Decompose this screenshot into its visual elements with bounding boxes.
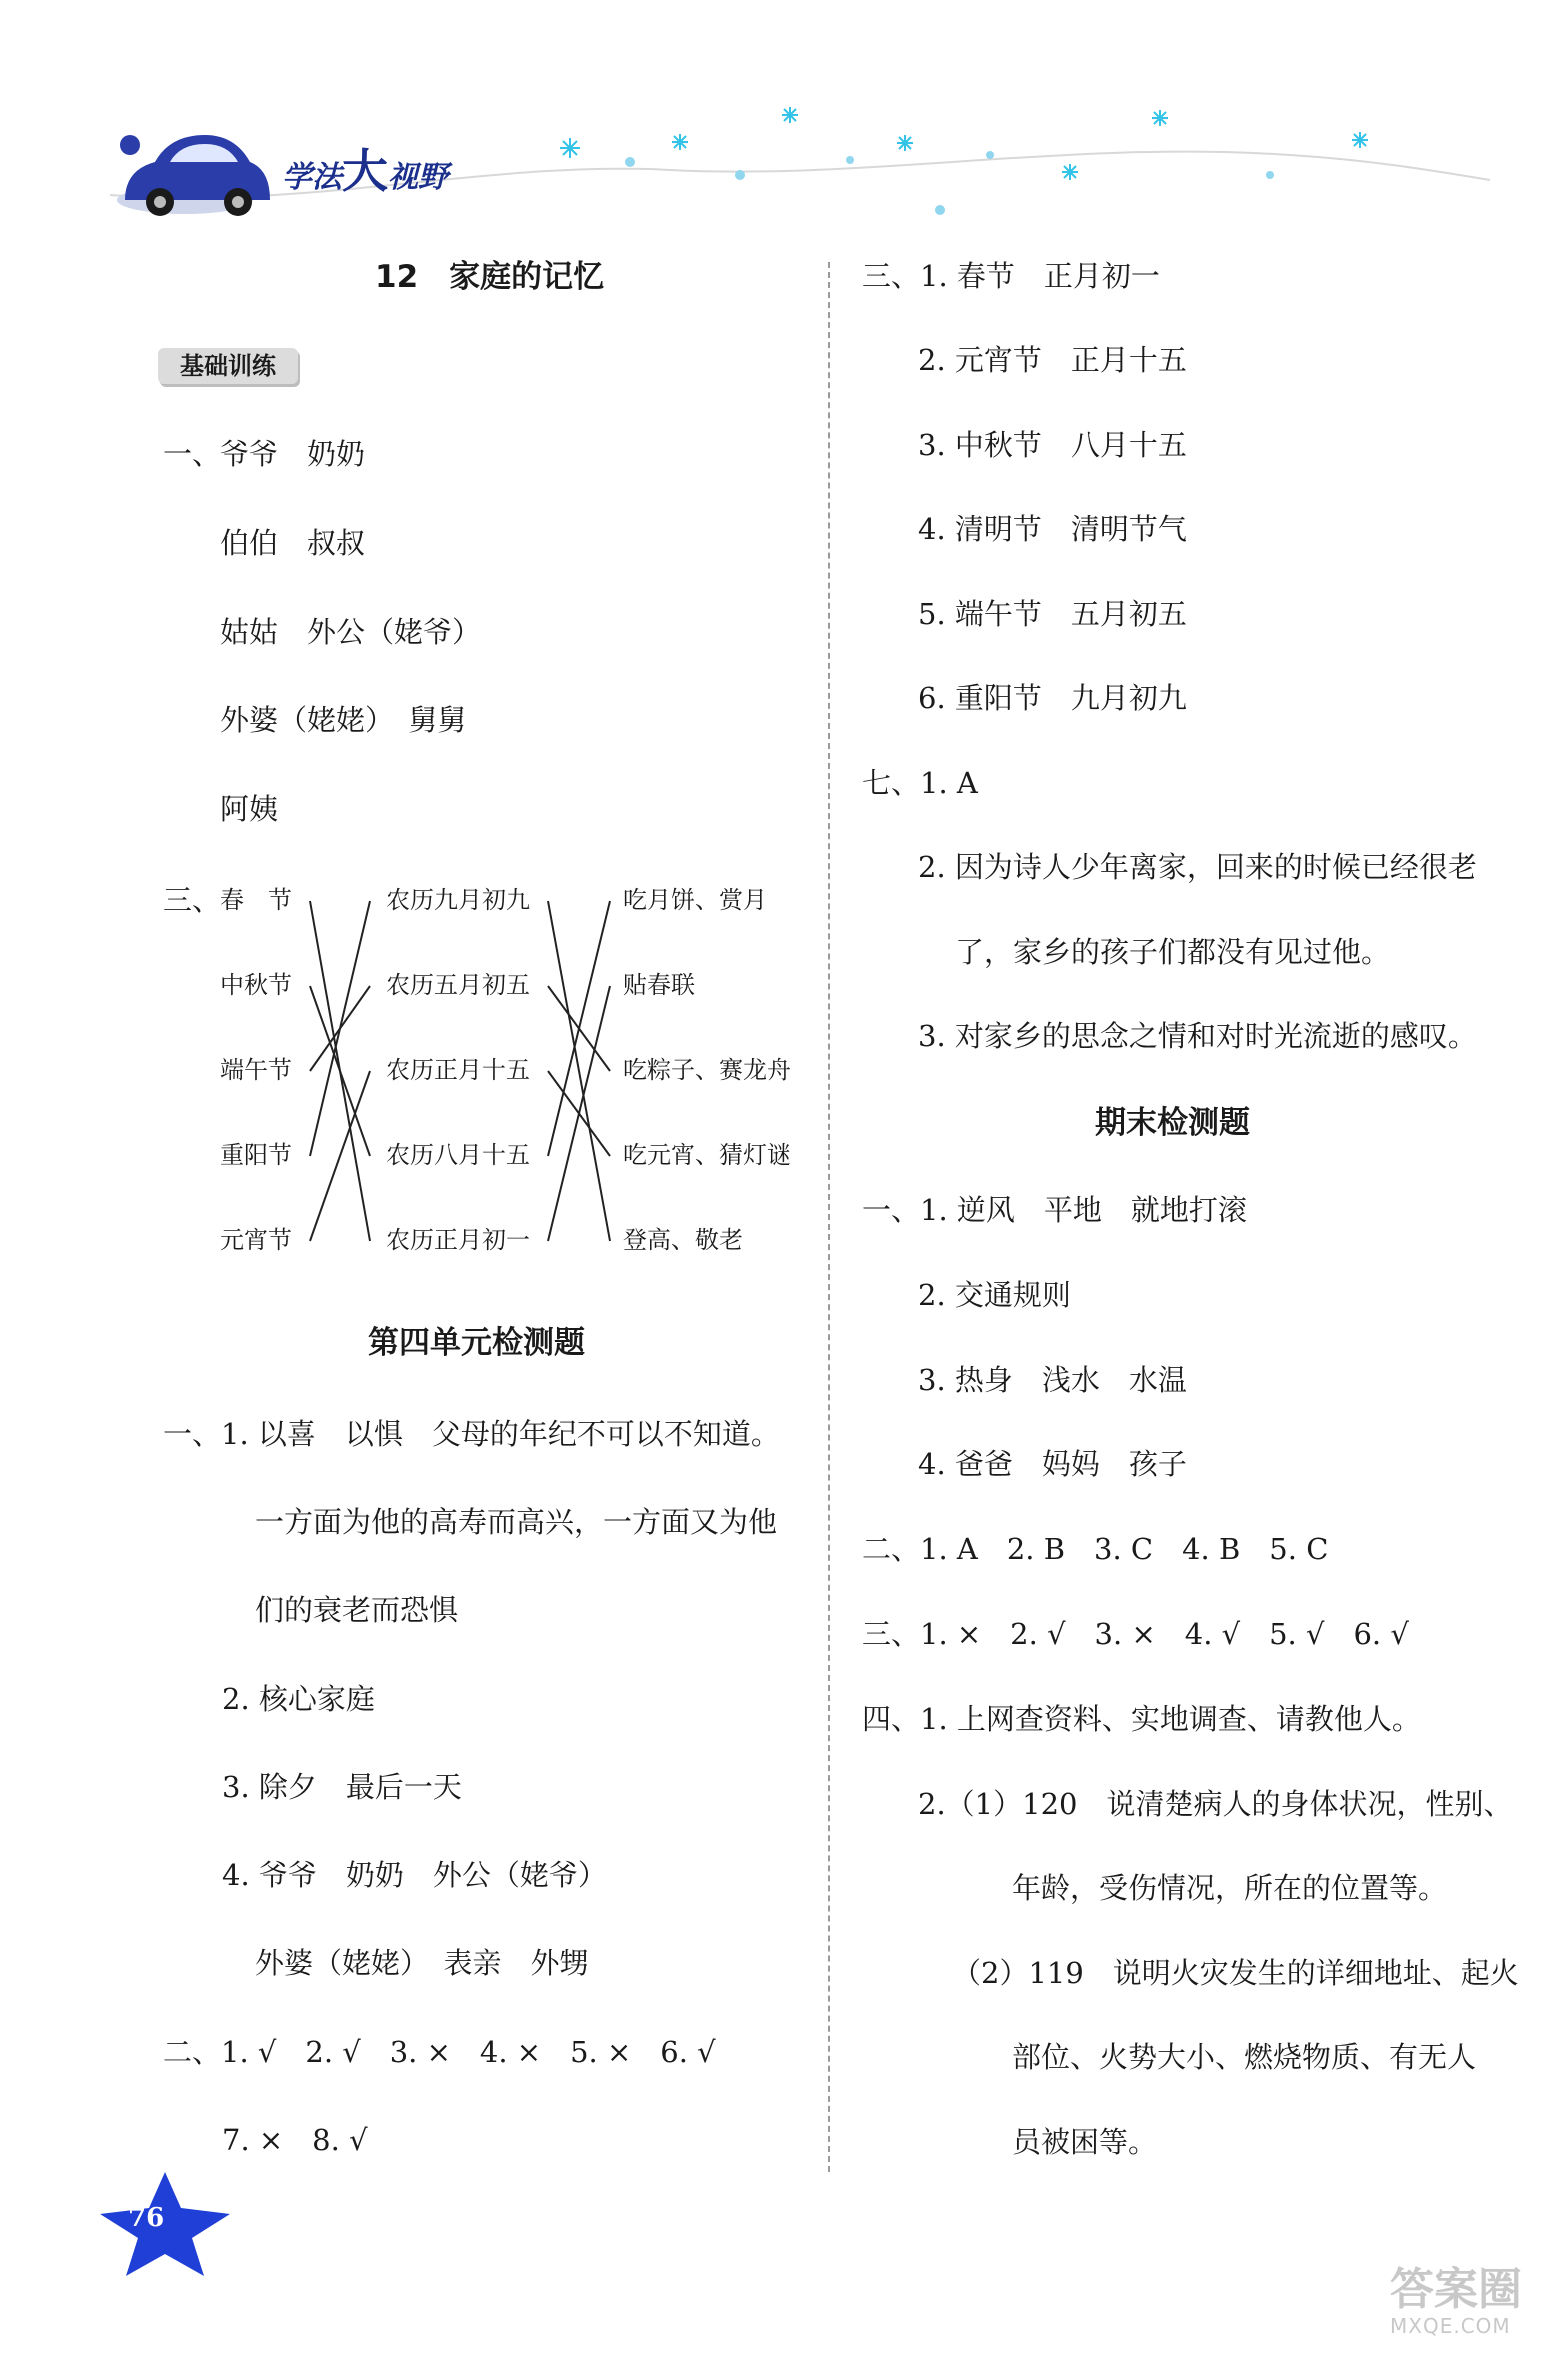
answer-line: 4. 爸爸 妈妈 孩子 (918, 1447, 1187, 1481)
festival-item: 春 节 (220, 886, 292, 914)
brand-logo: 学法大视野 (282, 144, 448, 198)
answer-line: 3. 除夕 最后一天 (222, 1770, 462, 1804)
date-item: 农历八月十五 (386, 1141, 530, 1169)
lesson-title: 12 家庭的记忆 (375, 259, 605, 295)
festival-item: 中秋节 (220, 971, 292, 999)
answer-line: 员被困等。 (1012, 2125, 1158, 2159)
date-custom-link (548, 901, 610, 1156)
festival-date-link (310, 1071, 370, 1241)
answer-line: 部位、火势大小、燃烧物质、有无人 (1012, 2040, 1477, 2074)
festival-item: 元宵节 (220, 1226, 292, 1254)
custom-item: 登高、敬老 (623, 1226, 743, 1254)
answer-line: 们的衰老而恐惧 (255, 1593, 459, 1627)
date-item: 农历五月初五 (386, 971, 530, 999)
answer-line: 3. 热身 浅水 水温 (918, 1363, 1187, 1397)
answer-line: 2. 核心家庭 (222, 1682, 375, 1716)
answer-line: 7. × 8. √ (222, 2123, 368, 2157)
answer-line: 3. 中秋节 八月十五 (918, 428, 1187, 462)
date-item: 农历九月初九 (386, 886, 530, 914)
answer-line: 二、1. A 2. B 3. C 4. B 5. C (862, 1532, 1329, 1566)
festival-date-link (310, 986, 370, 1156)
answer-line: （2）119 说明火灾发生的详细地址、起火 (952, 1956, 1519, 1990)
answer-line: 七、1. A (862, 766, 978, 800)
answer-line: 一、1. 以喜 以惧 父母的年纪不可以不知道。 (163, 1417, 780, 1451)
answer-line: 2.（1）120 说清楚病人的身体状况，性别、 (918, 1787, 1513, 1821)
final-test-title: 期末检测题 (1095, 1105, 1250, 1141)
date-item: 农历正月初一 (386, 1226, 530, 1254)
answer-line: 4. 爷爷 奶奶 外公（姥爷） (222, 1858, 607, 1892)
q1-line: 姑姑 外公（姥爷） (220, 615, 482, 649)
q1-line: 爷爷 奶奶 (220, 437, 366, 471)
custom-item: 吃元宵、猜灯谜 (623, 1141, 791, 1169)
answer-line: 2. 交通规则 (918, 1278, 1071, 1312)
q1-line: 阿姨 (220, 792, 279, 826)
custom-item: 吃粽子、赛龙舟 (623, 1056, 791, 1084)
answer-line: 6. 重阳节 九月初九 (918, 681, 1187, 715)
answer-line: 4. 清明节 清明节气 (918, 512, 1187, 546)
answer-line: 二、1. √ 2. √ 3. × 4. × 5. × 6. √ (163, 2035, 716, 2069)
q1-line: 外婆（姥姥） 舅舅 (220, 703, 467, 737)
date-custom-link (548, 901, 610, 1241)
q1-line: 伯伯 叔叔 (220, 526, 366, 560)
date-custom-link (548, 986, 610, 1241)
answer-line: 一、1. 逆风 平地 就地打滚 (862, 1193, 1247, 1227)
answer-line: 5. 端午节 五月初五 (918, 597, 1187, 631)
section-badge: 基础训练 (158, 348, 298, 384)
answer-line: 2. 因为诗人少年离家，回来的时候已经很老 (918, 850, 1477, 884)
festival-date-link (310, 901, 370, 1156)
answer-line: 外婆（姥姥） 表亲 外甥 (255, 1946, 589, 1980)
answer-line: 三、1. 春节 正月初一 (862, 259, 1160, 293)
festival-item: 重阳节 (220, 1141, 292, 1169)
answer-line: 2. 元宵节 正月十五 (918, 343, 1187, 377)
answer-line: 3. 对家乡的思念之情和对时光流逝的感叹。 (918, 1019, 1477, 1053)
answer-line: 三、1. × 2. √ 3. × 4. √ 5. √ 6. √ (862, 1617, 1409, 1651)
q3-label: 三、 (163, 883, 222, 917)
q1-label: 一、 (163, 437, 222, 471)
answer-line: 年龄，受伤情况，所在的位置等。 (1012, 1871, 1448, 1905)
page-number: 76 (128, 2203, 165, 2233)
date-item: 农历正月十五 (386, 1056, 530, 1084)
answer-line: 了，家乡的孩子们都没有见过他。 (955, 935, 1391, 969)
custom-item: 贴春联 (623, 971, 695, 999)
custom-item: 吃月饼、赏月 (623, 886, 767, 914)
answer-line: 一方面为他的高寿而高兴，一方面又为他 (255, 1505, 778, 1539)
festival-item: 端午节 (220, 1056, 292, 1084)
page-star-icon (90, 2170, 240, 2280)
unit-test-title: 第四单元检测题 (368, 1325, 585, 1361)
watermark: 答案圈 MXQE.COM (1390, 2264, 1522, 2338)
answer-line: 四、1. 上网查资料、实地调查、请教他人。 (862, 1702, 1421, 1736)
